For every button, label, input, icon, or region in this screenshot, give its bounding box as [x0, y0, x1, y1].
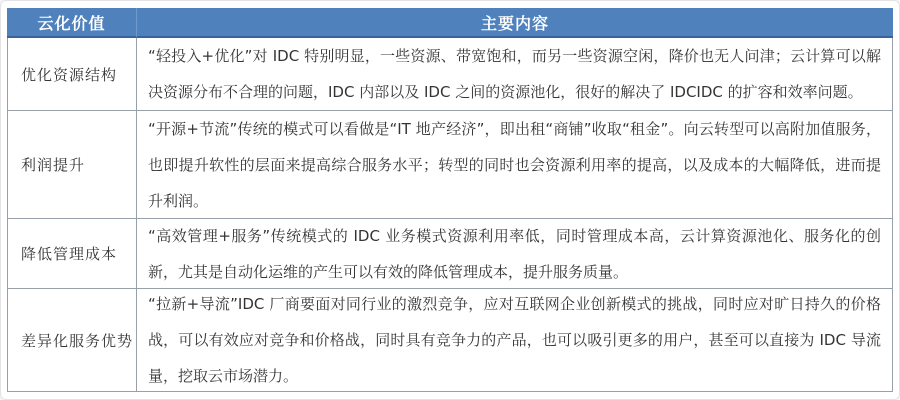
table-row-content-profit-increase: “开源+节流”传统的模式可以看做是“IT 地产经济”，即出租“商铺”收取“租金”。向云转型可以高附加值服务，也即提升软性的层面来提高综合服务水平；转型的同时也会资源利用率的提高，以及成本的大幅降低，进而提升利润。	[137, 111, 893, 219]
table-row-label-optimize-resources: 优化资源结构	[7, 38, 137, 111]
table-row-label-profit-increase: 利润提升	[7, 111, 137, 219]
table-header-cloud-value: 云化价值	[7, 8, 137, 38]
cloud-value-table	[7, 8, 893, 392]
table-row-content-differentiated-service: “拉新+导流”IDC 厂商要面对同行业的激烈竞争，应对互联网企业创新模式的挑战，同时应对旷日持久的价格战，可以有效应对竞争和价格战，同时具有竞争力的产品，也可以吸引更多的用户，甚至可以直接为 IDC 导流量，挖取云市场潜力。	[137, 289, 893, 392]
table-row-content-lower-management-cost: “高效管理+服务”传统模式的 IDC 业务模式资源利用率低，同时管理成本高，云计算资源池化、服务化的创新，尤其是自动化运维的产生可以有效的降低管理成本，提升服务质量。	[137, 219, 893, 289]
table-row-content-optimize-resources: “轻投入+优化”对 IDC 特别明显，一些资源、带宽饱和，而另一些资源空闲，降价也无人问津；云计算可以解决资源分布不合理的问题，IDC 内部以及 IDC 之间的资源池化，很好的解决了 IDCIDC 的扩容和效率问题。	[137, 38, 893, 111]
table-row-label-lower-management-cost: 降低管理成本	[7, 219, 137, 289]
table-row-label-differentiated-service: 差异化服务优势	[7, 289, 137, 392]
table-header-main-content: 主要内容	[137, 8, 893, 38]
